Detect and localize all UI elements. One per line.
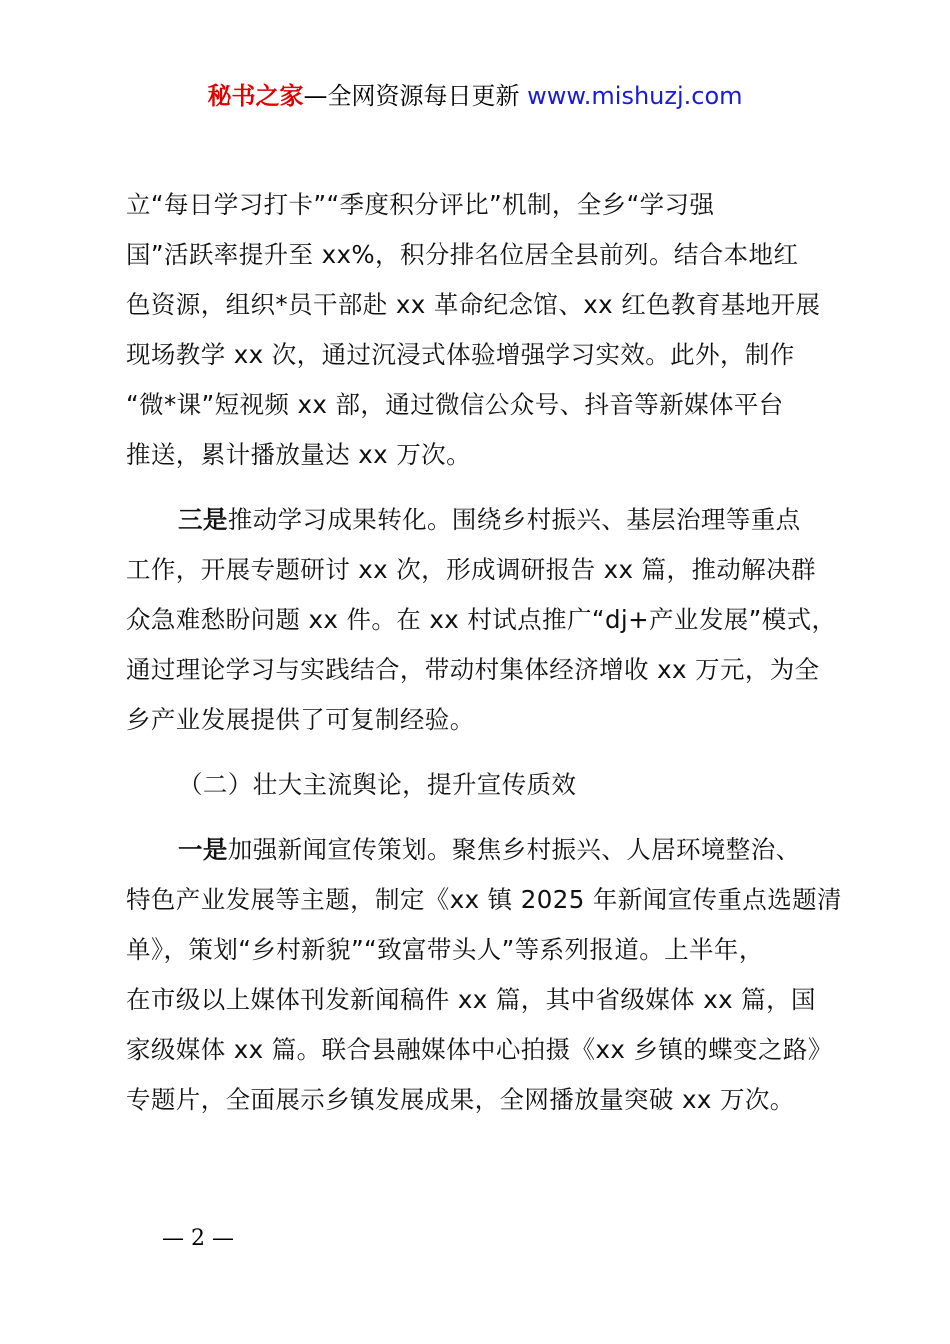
paragraph-news-planning: [126, 825, 846, 1125]
text-line: 专题片，全面展示乡镇发展成果，全网播放量突破 xx 万次。: [126, 1085, 795, 1114]
text-line: 立“每日学习打卡”“季度积分评比”机制，全乡“学习强: [126, 190, 715, 219]
text-line: 家级媒体 xx 篇。联合县融媒体中心拍摄《xx 乡镇的蝶变之路》: [126, 1035, 833, 1064]
paragraph-study-checkin: [126, 180, 846, 480]
text-line: 特色产业发展等主题，制定《xx 镇 2025 年新闻宣传重点选题清: [126, 885, 842, 914]
site-slogan: —全网资源每日更新: [303, 82, 528, 110]
paragraph-text: 推动学习成果转化。围绕乡村振兴、基层治理等重点: [227, 505, 801, 534]
text-line: 推送，累计播放量达 xx 万次。: [126, 440, 471, 469]
paragraph-outcome-transformation: [126, 495, 846, 745]
section-heading: （二）壮大主流舆论，提升宣传质效: [178, 770, 577, 799]
text-line: 单》，策划“乡村新貌”“致富带头人”等系列报道。上半年，: [126, 935, 764, 964]
document-body: [126, 180, 846, 1125]
text-line: [126, 495, 846, 545]
text-line: 在市级以上媒体刊发新闻稿件 xx 篇，其中省级媒体 xx 篇，国: [126, 985, 816, 1014]
text-line: 众急难愁盼问题 xx 件。在 xx 村试点推广“dj+产业发展”模式，: [126, 605, 837, 634]
text-line: 乡产业发展提供了可复制经验。: [126, 705, 475, 734]
text-line: 工作，开展专题研讨 xx 次，形成调研报告 xx 篇，推动解决群: [126, 555, 816, 584]
text-line: “微*课”短视频 xx 部，通过微信公众号、抖音等新媒体平台: [126, 390, 784, 419]
text-line: [126, 825, 846, 875]
text-line: 现场教学 xx 次，通过沉浸式体验增强学习实效。此外，制作: [126, 340, 795, 369]
paragraph-lead: 三是: [178, 505, 228, 534]
site-header: [0, 80, 950, 112]
paragraph-text: 加强新闻宣传策划。聚焦乡村振兴、人居环境整治、: [227, 835, 801, 864]
text-line: 国”活跃率提升至 xx%，积分排名位居全县前列。结合本地红: [126, 240, 799, 269]
text-line: 色资源，组织*员干部赴 xx 革命纪念馆、xx 红色教育基地开展: [126, 290, 821, 319]
site-url-link[interactable]: www.mishuzj.com: [527, 82, 743, 110]
site-brand: 秘书之家: [207, 82, 304, 110]
paragraph-lead: 一是: [178, 835, 228, 864]
page-number: — 2 —: [162, 1226, 234, 1251]
text-line: 通过理论学习与实践结合，带动村集体经济增收 xx 万元，为全: [126, 655, 820, 684]
